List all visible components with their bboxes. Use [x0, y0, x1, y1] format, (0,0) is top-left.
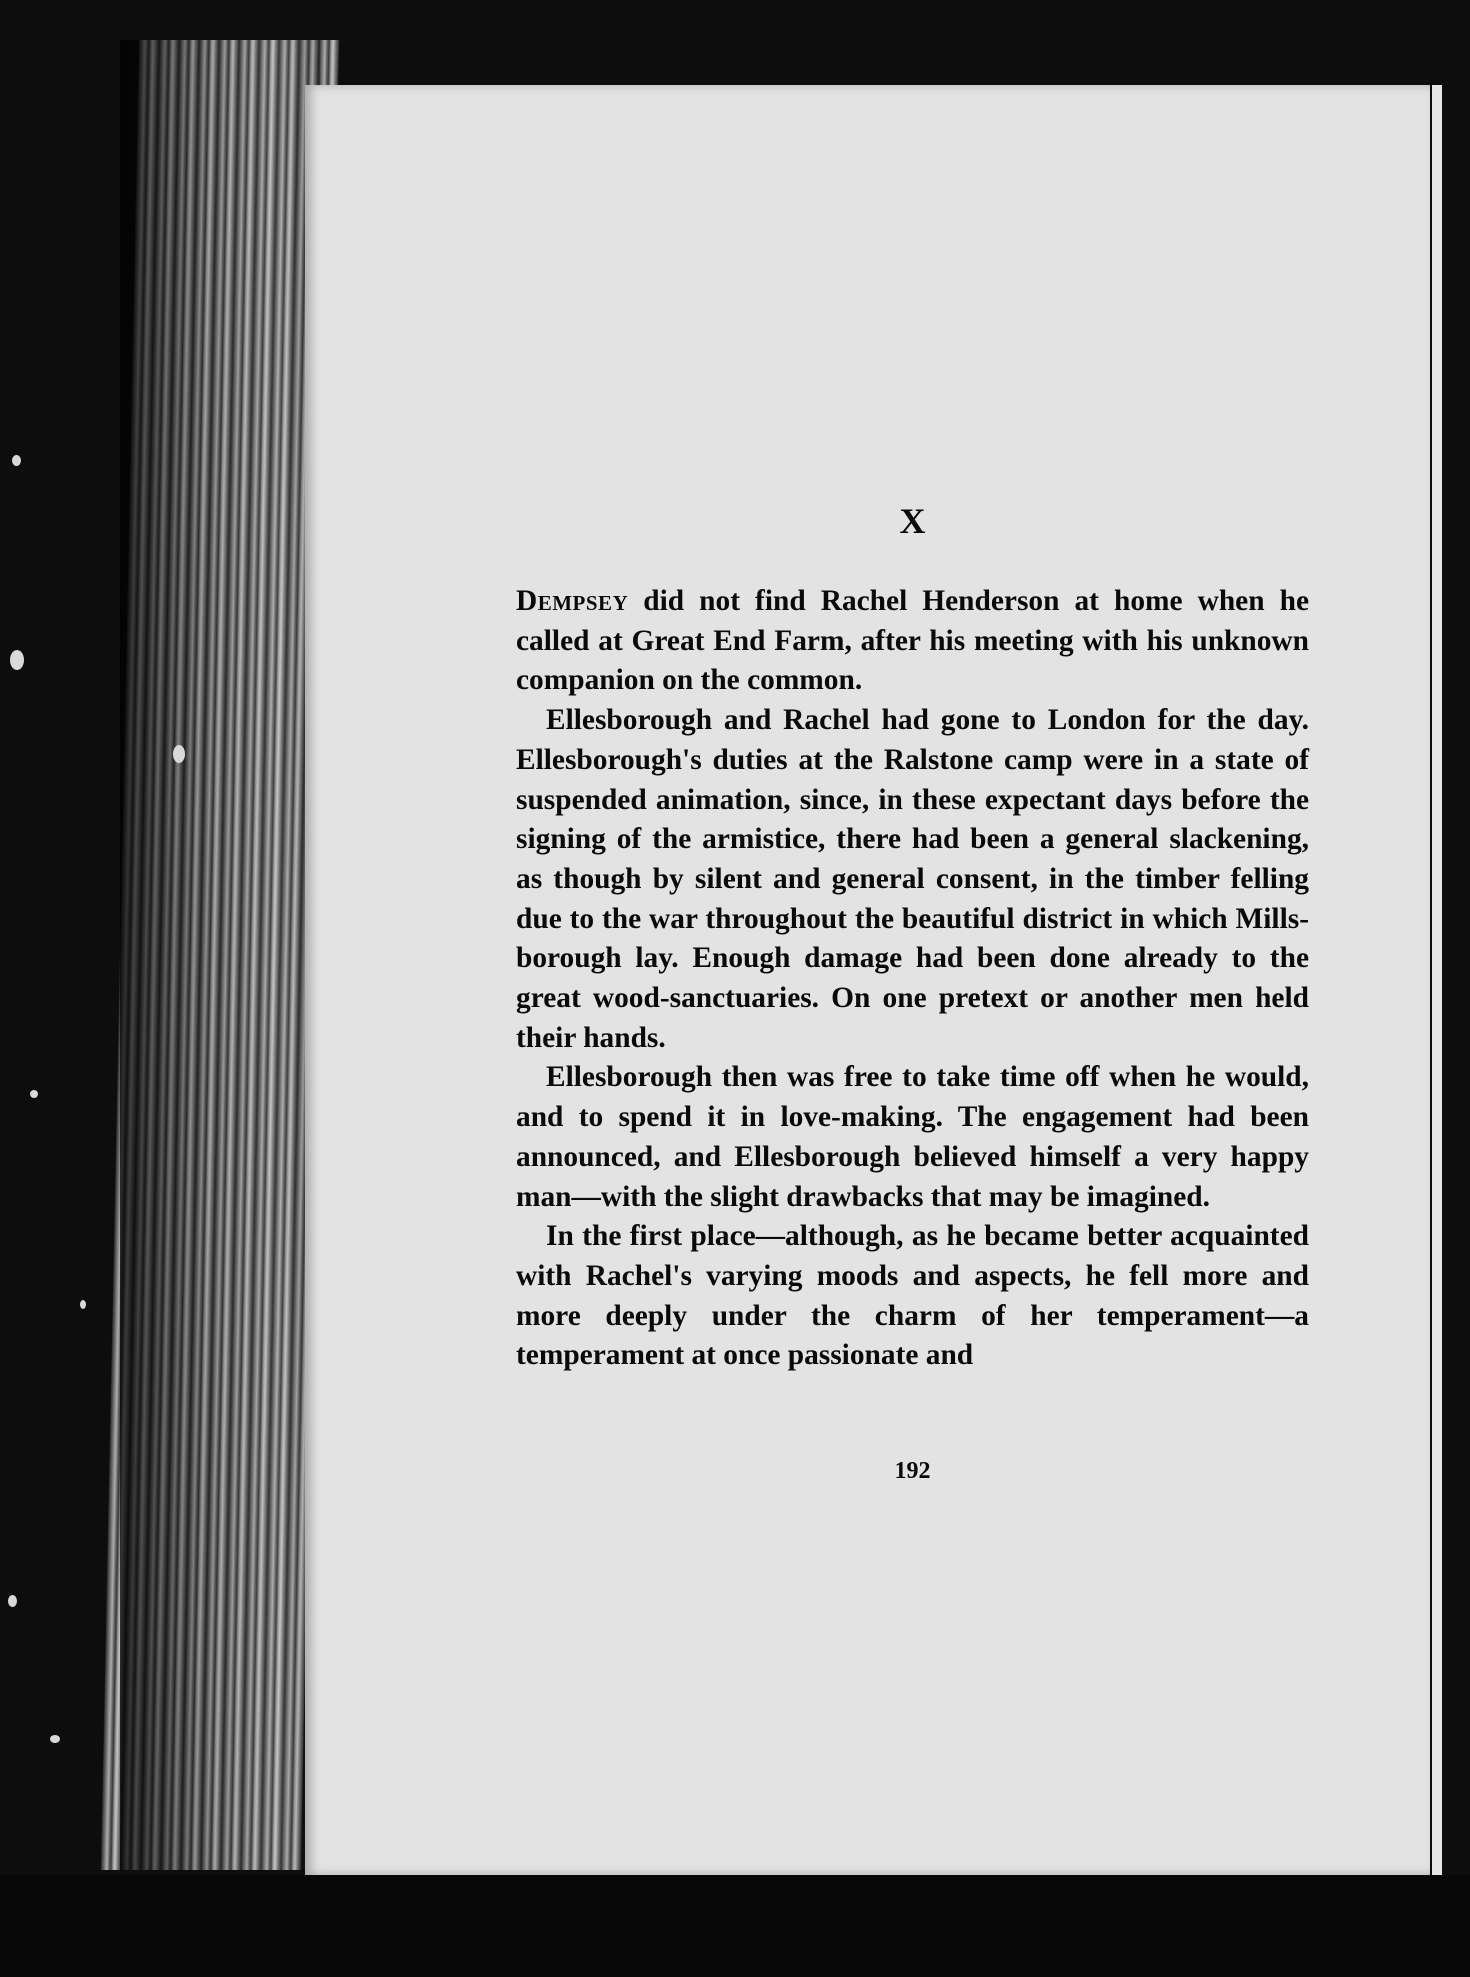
scan-speck: [80, 1300, 86, 1309]
paragraph-1-text: did not find Rachel Henderson at home when he called at Great End Farm, after his meeting with his unknown companion on the common.: [516, 585, 1309, 697]
scan-bottom-band: [0, 1875, 1470, 1977]
chapter-body: [516, 582, 1309, 1376]
spine-shadow: [120, 40, 320, 1870]
paragraph-2: Ellesborough and Rachel had gone to London for the day. Ellesborough's duties at the Ralstone camp were in a state of suspended animation, since, in these expectant days before the signing of the armistice, there had been a general slackening, as though by silent and general consent, in the timber felling due to the war throughout the beautiful district in which Millsborough lay. Enough damage had been done already to the great wood-sanctuaries. On one pretext or another men held their hands.: [516, 704, 1309, 1054]
scan-speck: [12, 455, 21, 466]
paragraph-4: In the first place—although, as he became better acquainted with Rachel's varying moods and aspects, he fell more and more deeply under the charm of her temperament—a temperament at once passionate and: [516, 1220, 1309, 1372]
scan-speck: [50, 1735, 60, 1743]
paragraph-1: [516, 582, 1309, 701]
paragraph-3: Ellesborough then was free to take time off when he would, and to spend it in love-making. The engagement had been announced, and Ellesborough believed himself a very happy man—with the slight drawbacks that may be imagined.: [516, 1061, 1309, 1213]
scan-speck: [30, 1090, 38, 1098]
page-right-edge: [1432, 85, 1442, 1875]
scan-speck: [8, 1595, 17, 1607]
scan-speck: [173, 745, 185, 763]
chapter-heading: X: [899, 501, 926, 541]
page-number: 192: [894, 1458, 931, 1484]
paragraph-lead-word: Dempsey: [516, 585, 629, 617]
scan-speck: [10, 650, 24, 670]
